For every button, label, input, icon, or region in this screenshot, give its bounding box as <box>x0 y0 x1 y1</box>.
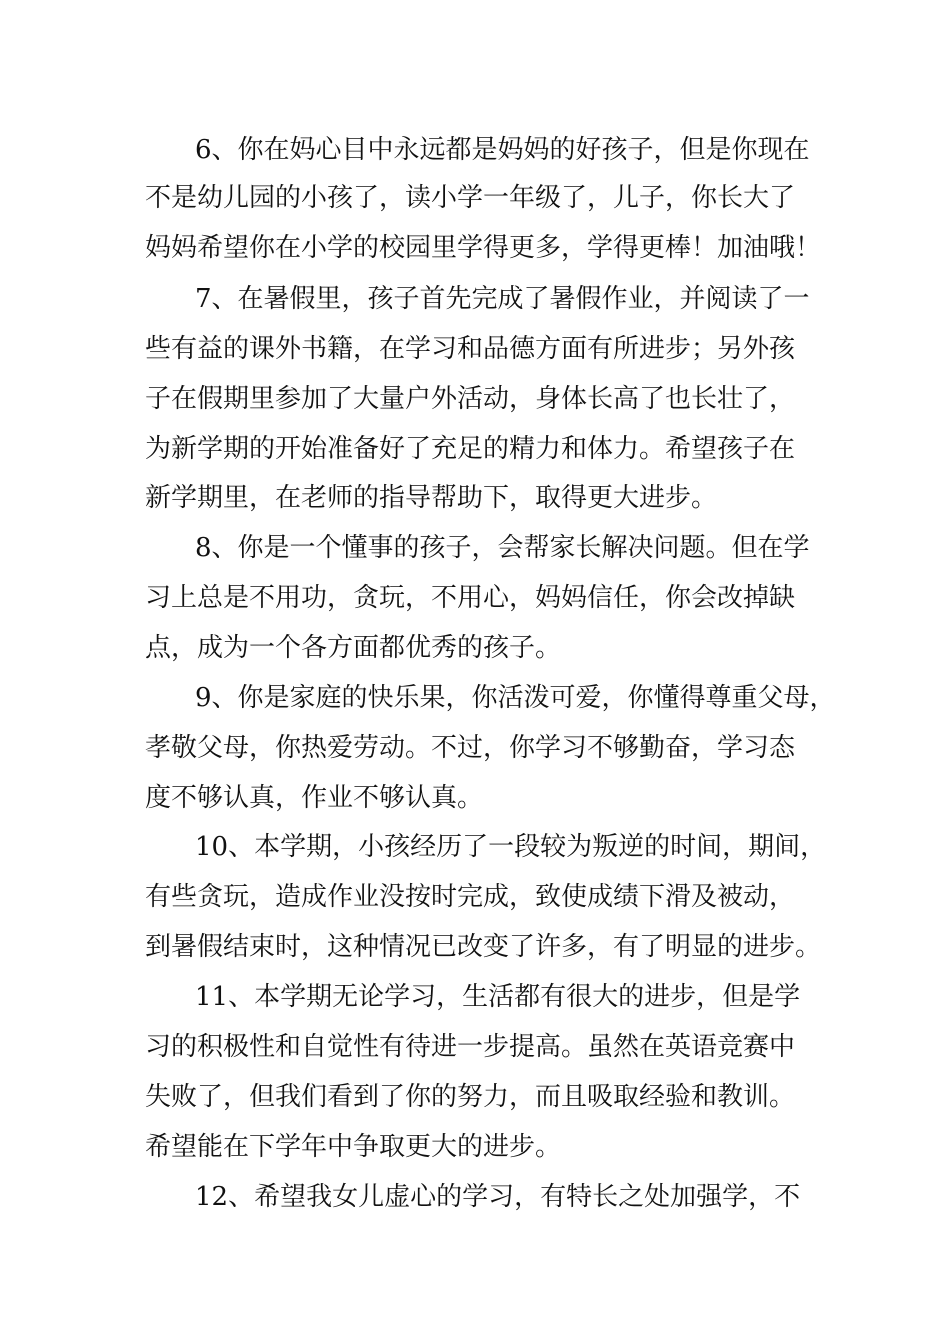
text-line: 孝敬父母，你热爱劳动。不过，你学习不够勤奋，学习态 <box>145 733 796 763</box>
text-line: 点，成为一个各方面都优秀的孩子。 <box>145 633 562 663</box>
text-line: 失败了，但我们看到了你的努力，而且吸取经验和教训。 <box>145 1082 796 1112</box>
text-line: 7、在暑假里，孩子首先完成了暑假作业，并阅读了一 <box>195 284 810 314</box>
text-line: 度不够认真，作业不够认真。 <box>145 783 484 813</box>
text-line: 妈妈希望你在小学的校园里学得更多，学得更棒！加油哦！ <box>145 233 822 263</box>
text-line: 习上总是不用功，贪玩，不用心，妈妈信任，你会改掉缺 <box>145 583 796 613</box>
text-line: 12、希望我女儿虚心的学习，有特长之处加强学，不 <box>195 1182 801 1212</box>
text-line: 希望能在下学年中争取更大的进步。 <box>145 1132 562 1162</box>
text-line: 10、本学期，小孩经历了一段较为叛逆的时间，期间， <box>195 832 827 862</box>
text-line: 6、你在妈心目中永远都是妈妈的好孩子，但是你现在 <box>195 135 810 165</box>
text-line: 为新学期的开始准备好了充足的精力和体力。希望孩子在 <box>145 434 796 464</box>
text-line: 9、你是家庭的快乐果，你活泼可爱，你懂得尊重父母， <box>195 683 836 713</box>
text-line: 新学期里，在老师的指导帮助下，取得更大进步。 <box>145 483 718 513</box>
text-line: 有些贪玩，造成作业没按时完成，致使成绩下滑及被动， <box>145 882 796 912</box>
text-line: 11、本学期无论学习，生活都有很大的进步，但是学 <box>195 982 801 1012</box>
text-line: 8、你是一个懂事的孩子，会帮家长解决问题。但在学 <box>195 533 810 563</box>
text-line: 习的积极性和自觉性有待进一步提高。虽然在英语竞赛中 <box>145 1032 796 1062</box>
text-line: 到暑假结束时，这种情况已改变了许多，有了明显的进步。 <box>145 932 822 962</box>
text-line: 不是幼儿园的小孩了，读小学一年级了，儿子，你长大了 <box>145 183 796 213</box>
text-line: 些有益的课外书籍，在学习和品德方面有所进步；另外孩 <box>145 334 796 364</box>
text-line: 子在假期里参加了大量户外活动，身体长高了也长壮了， <box>145 384 796 414</box>
